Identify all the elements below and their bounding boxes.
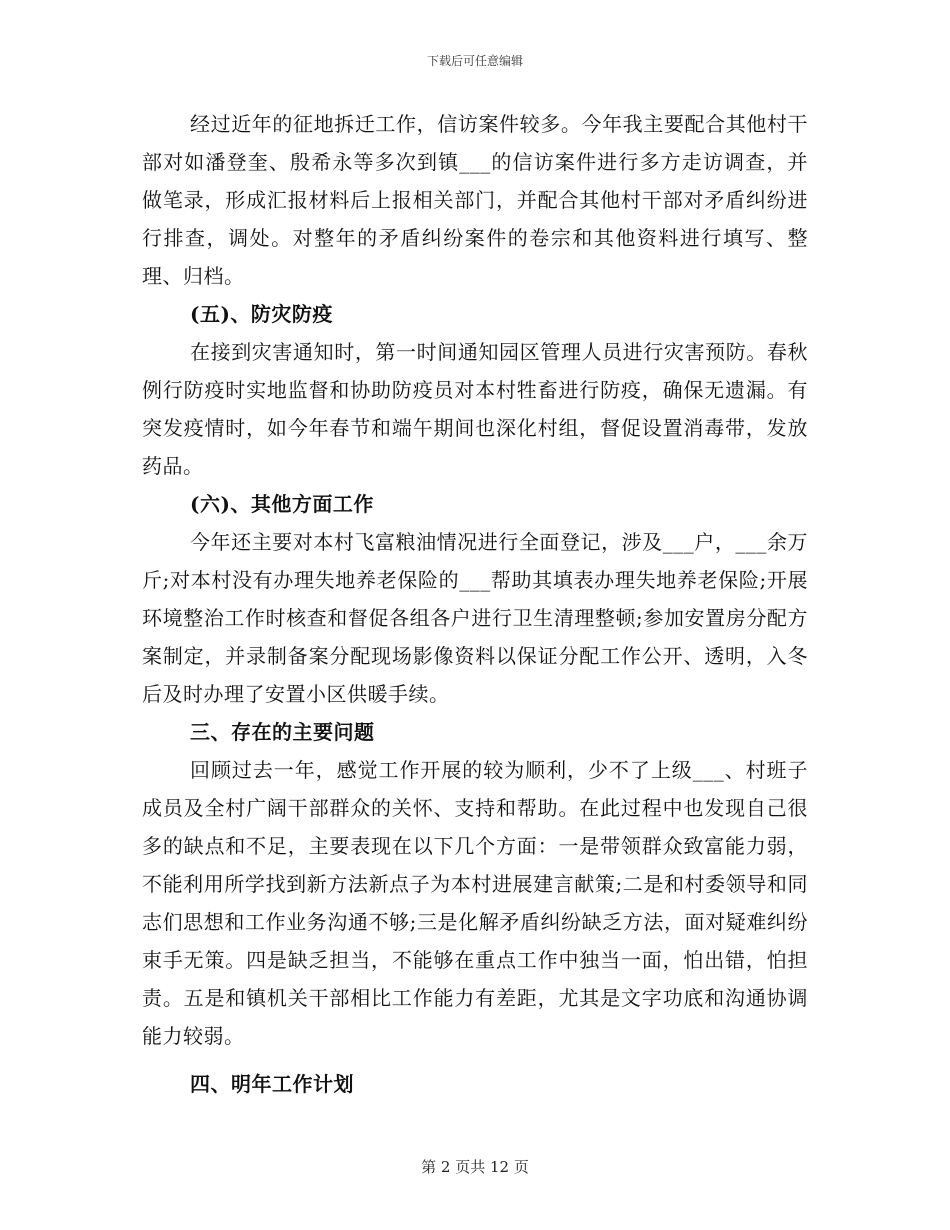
paragraph-other-work: 今年还主要对本村飞富粮油情况进行全面登记，涉及___户，___余万斤;对本村没有办理失地养老保险的___帮助其填表办理失地养老保险;开展环境整治工作时核查和督促各组各户进行卫生清理整顿;参加安置房分配方案制定，并录制备案分配现场影像资料以保证分配工作公开、透明，入冬后及时办理了安置小区供暖手续。 [142,530,808,706]
heading-next-year-plan: 四、明年工作计划 [190,1072,354,1096]
paragraph-disaster-prevention: 在接到灾害通知时，第一时间通知园区管理人员进行灾害预防。春秋例行防疫时实地监督和协助防疫员对本村牲畜进行防疫，确保无遗漏。有突发疫情时，如今年春节和端午期间也深化村组，督促设置消毒带，发放药品。 [142,340,808,478]
heading-main-problems: 三、存在的主要问题 [190,720,375,744]
heading-disaster-prevention: (五)、防灾防疫 [190,302,333,326]
paragraph-petition-cases: 经过近年的征地拆迁工作，信访案件较多。今年我主要配合其他村干部对如潘登奎、殷希永等多次到镇___的信访案件进行多方走访调查，并做笔录，形成汇报材料后上报相关部门，并配合其他村干部对矛盾纠纷进行排查，调处。对整年的矛盾纠纷案件的卷宗和其他资料进行填写、整理、归档。 [142,112,808,288]
page-footer: 第 2 页共 12 页 [421,1158,529,1176]
paragraph-main-problems: 回顾过去一年，感觉工作开展的较为顺利，少不了上级___、村班子成员及全村广阔干部群众的关怀、支持和帮助。在此过程中也发现自己很多的缺点和不足，主要表现在以下几个方面：一是带领群众致富能力弱，不能利用所学找到新方法新点子为本村进展建言献策;二是和村委领导和同志们思想和工作业务沟通不够;三是化解矛盾纠纷缺乏方法，面对疑难纠纷束手无策。四是缺乏担当，不能够在重点工作中独当一面，怕出错，怕担责。五是和镇机关干部相比工作能力有差距，尤其是文字功底和沟通协调能力较弱。 [142,758,808,1048]
heading-other-work: (六)、其他方面工作 [190,492,374,516]
page-header: 下载后可任意编辑 [426,54,523,68]
document-body [142,105,808,1103]
